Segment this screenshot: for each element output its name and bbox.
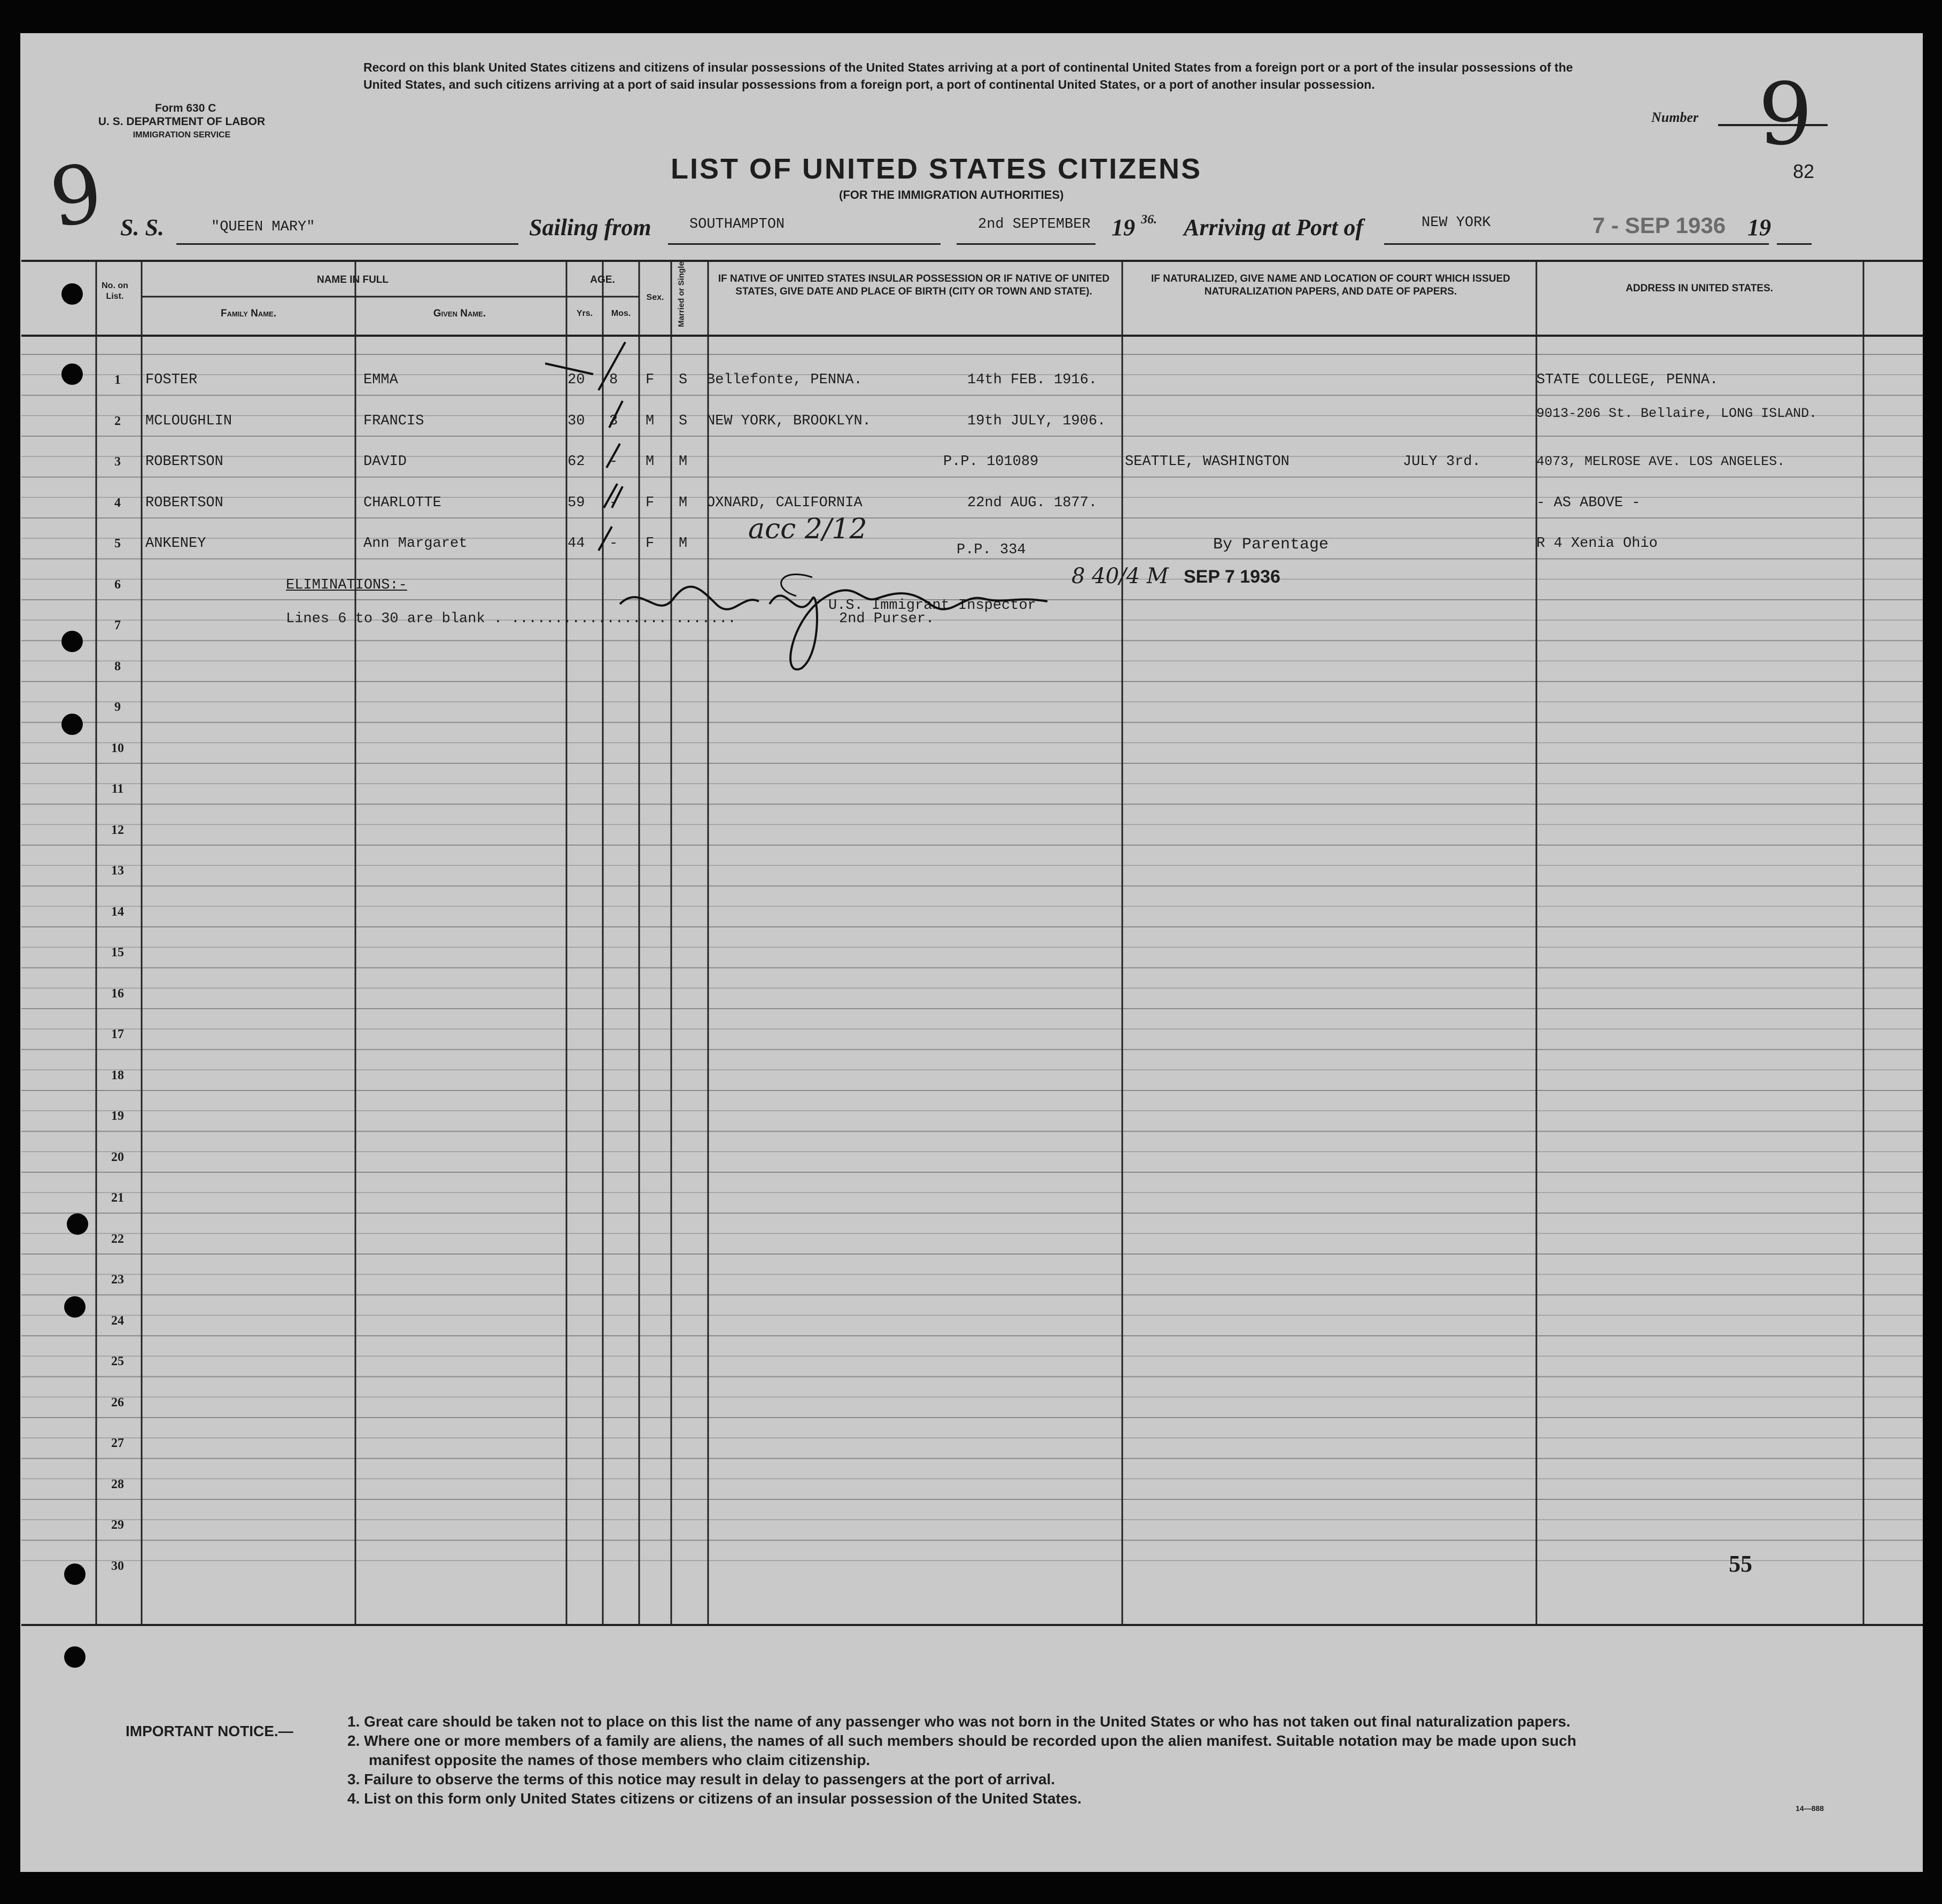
row-number: 12	[111, 823, 124, 837]
header-naturalized: IF NATURALIZED, GIVE NAME AND LOCATION OF COURT WHICH ISSUED NATURALIZATION PAPERS, AND DATE OF PAPERS.	[1151, 273, 1510, 297]
notice-2-cont: manifest opposite the names of those members who claim citizenship.	[369, 1752, 871, 1768]
punch-hole	[64, 1564, 86, 1585]
cell-family: ANKENEY	[145, 536, 206, 552]
row-number: 22	[111, 1232, 124, 1246]
arriving-label: Arriving at Port of	[1184, 214, 1364, 241]
row-number: 9	[114, 700, 121, 714]
row-number: 28	[111, 1477, 124, 1491]
ship-name: "QUEEN MARY"	[211, 219, 315, 235]
cell-sex: F	[646, 536, 655, 552]
cell-birth-date: P.P. 101089	[943, 454, 1039, 470]
cell-yrs: 20	[568, 372, 585, 388]
cell-mos: -	[609, 494, 618, 511]
stamp-date: SEP 7 1936	[1184, 567, 1280, 587]
form-department: U. S. DEPARTMENT OF LABOR	[98, 115, 266, 128]
arrival-stamp: 7 - SEP 1936	[1593, 213, 1726, 238]
record-instructions: Record on this blank United States citizens and citizens of insular possessions of the United States arriving at a port of continental United States from a foreign port or a port of the insular possessions of the United States, and such citizens arriving at a port of said insular possessions from a foreign port, a port of continental United States, or a port of another insular possession.	[363, 60, 1573, 91]
row-number: 23	[111, 1273, 124, 1287]
row-number: 6	[114, 577, 121, 592]
row-number: 11	[111, 782, 124, 796]
ss-label: S. S.	[120, 214, 164, 241]
row-number: 5	[114, 537, 121, 551]
sailing-label: Sailing from	[529, 214, 651, 241]
header-married: Married or Single.	[677, 259, 686, 327]
cell-family: ROBERTSON	[145, 454, 223, 470]
cell-sex: F	[646, 494, 655, 511]
row-number: 27	[111, 1436, 124, 1450]
bottom-number: 55	[1729, 1551, 1752, 1577]
cell-mos: -	[609, 536, 618, 552]
cell-yrs: 62	[568, 454, 585, 470]
arrival-port: NEW YORK	[1421, 215, 1491, 231]
cell-ms: S	[679, 413, 688, 429]
cell-given: EMMA	[363, 372, 398, 388]
header-given-name: Given Name.	[433, 308, 486, 319]
row-number: 17	[111, 1027, 124, 1041]
inspector-signature	[609, 545, 1144, 674]
sailing-date: 2nd SEPTEMBER	[978, 216, 1091, 233]
cell-address: R 4 Xenia Ohio	[1536, 536, 1658, 552]
header-family-name: Family Name.	[220, 308, 277, 319]
row-number: 24	[111, 1313, 124, 1328]
cell-family: FOSTER	[145, 372, 198, 388]
cell-family: ROBERTSON	[145, 494, 223, 511]
cell-birth-place: OXNARD, CALIFORNIA	[706, 494, 863, 511]
header-no: No. on List.	[102, 281, 128, 301]
notice-label: IMPORTANT NOTICE.—	[126, 1723, 293, 1739]
cell-address: 9013-206 St. Bellaire, LONG ISLAND.	[1536, 405, 1817, 421]
row-number: 10	[111, 741, 124, 755]
punch-hole	[61, 714, 83, 735]
punch-hole	[61, 631, 83, 652]
number-value: 9	[1758, 64, 1813, 164]
cell-given: FRANCIS	[363, 413, 424, 429]
cell-address: 4073, MELROSE AVE. LOS ANGELES.	[1536, 454, 1785, 469]
cell-mos: 8	[609, 372, 618, 388]
page-subtitle: (FOR THE IMMIGRATION AUTHORITIES)	[839, 188, 1064, 202]
cell-sex: M	[646, 413, 655, 429]
cell-nat-date: JULY 3rd.	[1403, 454, 1481, 470]
row-number: 29	[111, 1518, 124, 1532]
check-marks	[545, 331, 655, 599]
header-sex: Sex.	[646, 293, 664, 302]
corner-mark: 9	[44, 146, 108, 246]
row-number: 18	[111, 1068, 124, 1082]
cell-birth-place: Bellefonte, PENNA.	[706, 372, 863, 388]
row-number: 15	[111, 946, 124, 959]
row-number: 14	[111, 904, 124, 919]
cell-birth-date: P.P. 334	[957, 542, 1026, 558]
cell-yrs: 30	[568, 413, 585, 429]
notice-1: 1. Great care should be taken not to place on this list the name of any passenger who was not born in the United States or who has not taken out final naturalization papers.	[347, 1713, 1571, 1730]
cell-address: - AS ABOVE -	[1536, 494, 1641, 511]
punch-hole	[61, 363, 83, 385]
header-yrs: Yrs.	[576, 309, 593, 318]
row-number: 21	[111, 1191, 124, 1205]
header-address: ADDRESS IN UNITED STATES.	[1626, 283, 1773, 294]
year-end: 19	[1747, 214, 1771, 241]
row-number: 19	[111, 1109, 124, 1123]
cell-sex: M	[646, 454, 655, 470]
cell-birth-date: 22nd AUG. 1877.	[967, 494, 1098, 511]
header-mos: Mos.	[611, 309, 631, 318]
page-number: 82	[1793, 160, 1815, 182]
header-name-in-full: NAME IN FULL	[316, 274, 389, 285]
row-number: 26	[111, 1395, 124, 1410]
form-service: IMMIGRATION SERVICE	[133, 130, 231, 140]
cell-yrs: 44	[568, 536, 585, 552]
cell-nat: SEATTLE, WASHINGTON	[1125, 454, 1290, 470]
cell-yrs: 59	[568, 494, 585, 511]
cell-family: MCLOUGHLIN	[145, 413, 232, 429]
cell-ms: S	[679, 372, 688, 388]
row-number: 16	[111, 986, 124, 1001]
page-title: LIST OF UNITED STATES CITIZENS	[671, 153, 1202, 185]
notice-2: 2. Where one or more members of a family are aliens, the names of all such members should be recorded upon the alien manifest. Suitable notation may be made upon such	[347, 1732, 1576, 1749]
cell-birth-date: 14th FEB. 1916.	[967, 372, 1098, 388]
cell-given: Ann Margaret	[363, 536, 468, 552]
row-number: 7	[114, 618, 121, 632]
inspector-title: U.S. Immigrant Inspector	[828, 598, 1036, 614]
cell-birth-place: NEW YORK, BROOKLYN.	[706, 413, 871, 429]
sailing-port: SOUTHAMPTON	[689, 216, 785, 233]
row-number: 3	[114, 455, 121, 469]
punch-hole	[61, 283, 83, 305]
form-number: Form 630 C	[155, 102, 216, 114]
notice-3: 3. Failure to observe the terms of this notice may result in delay to passengers at the port of arrival.	[347, 1771, 1055, 1787]
cell-ms: M	[679, 494, 688, 511]
row-number: 2	[114, 414, 121, 428]
row-number: 4	[114, 496, 121, 510]
eliminations-text: Lines 6 to 30 are blank . ..........................	[286, 611, 736, 627]
handwritten-note: acc 2/12	[748, 513, 867, 545]
cell-sex: F	[646, 372, 655, 388]
cell-given: DAVID	[363, 454, 407, 470]
cell-mos: 3	[609, 413, 618, 429]
eliminations-label: ELIMINATIONS:-	[286, 577, 407, 593]
cell-ms: M	[679, 454, 688, 470]
row-number: 20	[111, 1150, 124, 1164]
year-prefix: 19	[1112, 214, 1135, 241]
cell-given: CHARLOTTE	[363, 494, 441, 511]
number-label: Number	[1651, 110, 1699, 125]
punch-hole	[64, 1296, 86, 1318]
year-suffix: 36.	[1141, 213, 1157, 227]
purser-title: 2nd Purser.	[839, 611, 935, 627]
cell-address: STATE COLLEGE, PENNA.	[1536, 372, 1719, 388]
header-age: AGE.	[590, 274, 615, 285]
cell-birth-date: 19th JULY, 1906.	[967, 413, 1106, 429]
row-number: 30	[111, 1559, 124, 1573]
header-birth: IF NATIVE OF UNITED STATES INSULAR POSSESSION OR IF NATIVE OF UNITED STATES, GIVE DATE AND PLACE OF BIRTH (CITY OR TOWN AND STATE).	[718, 273, 1110, 297]
handwritten-time: 8 40/4 M	[1071, 564, 1169, 589]
punch-hole	[67, 1213, 88, 1235]
row-number: 1	[114, 373, 121, 387]
punch-hole	[64, 1646, 86, 1668]
cell-nat: By Parentage	[1213, 536, 1329, 554]
cell-ms: M	[679, 536, 688, 552]
cell-mos: -	[609, 454, 618, 470]
row-number: 13	[111, 864, 124, 878]
row-number: 8	[114, 659, 121, 674]
notice-4: 4. List on this form only United States citizens or citizens of an insular possession of the United States.	[347, 1790, 1082, 1807]
row-number: 25	[111, 1355, 124, 1368]
corner-code: 14—888	[1796, 1804, 1824, 1813]
